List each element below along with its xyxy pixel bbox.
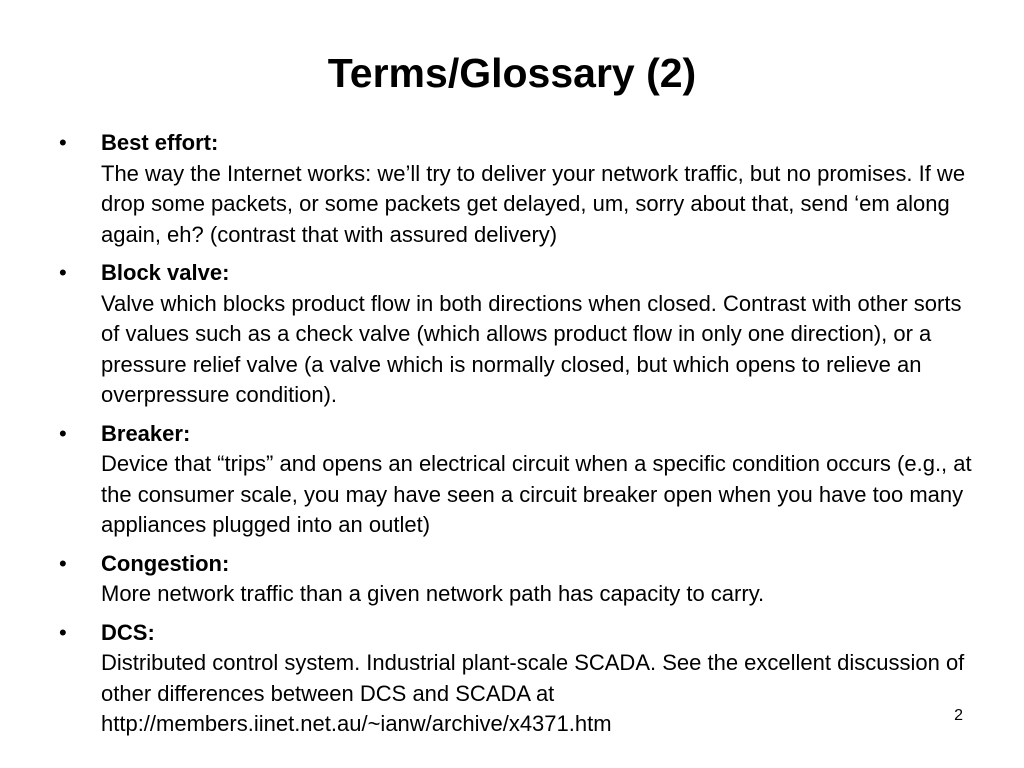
glossary-item-congestion <box>0 549 1024 610</box>
glossary-term: Best effort: <box>101 130 219 155</box>
glossary-item-dcs <box>0 618 1024 740</box>
glossary-term: Breaker: <box>101 420 191 446</box>
bullet-icon: • <box>59 550 67 576</box>
glossary-list <box>0 128 1024 748</box>
glossary-item-breaker <box>0 419 1024 541</box>
glossary-term: DCS: <box>101 619 155 645</box>
bullet-icon: • <box>59 619 67 645</box>
glossary-definition: The way the Internet works: we’ll try to deliver your network traffic, but no promises. If we drop some packets, or some packets get delayed, um, sorry about that, send ‘em along again, eh? (contrast that with assured delivery) <box>101 160 966 247</box>
slide-title: Terms/Glossary (2) <box>327 50 697 96</box>
glossary-definition: Device that “trips” and opens an electrical circuit when a specific condition occurs (e.g., at the consumer scale, you may have seen a circuit breaker open when you have too many appliances plugged into an outlet) <box>101 451 972 537</box>
glossary-definition: More network traffic than a given network path has capacity to carry. <box>101 581 765 606</box>
glossary-term: Block valve: <box>101 260 230 285</box>
bullet-icon: • <box>59 260 67 285</box>
bullet-icon: • <box>59 130 67 155</box>
glossary-item-block-valve <box>0 258 1024 411</box>
glossary-term: Congestion: <box>101 550 230 576</box>
glossary-definition: Valve which blocks product flow in both directions when closed. Contrast with other sorts of values such as a check valve (which allows product flow in only one direction), or a pressure relief valve (a valve which is normally closed, but which opens to relieve an overpressure condition). <box>101 290 962 407</box>
page-number: 2 <box>954 707 963 724</box>
bullet-icon: • <box>59 420 67 446</box>
glossary-definition: Distributed control system. Industrial plant-scale SCADA. See the excellent discussion of other differences between DCS and SCADA at http://members.iinet.net.au/~ianw/archive/x4371.htm <box>101 650 965 736</box>
glossary-item-best-effort <box>0 128 1024 250</box>
